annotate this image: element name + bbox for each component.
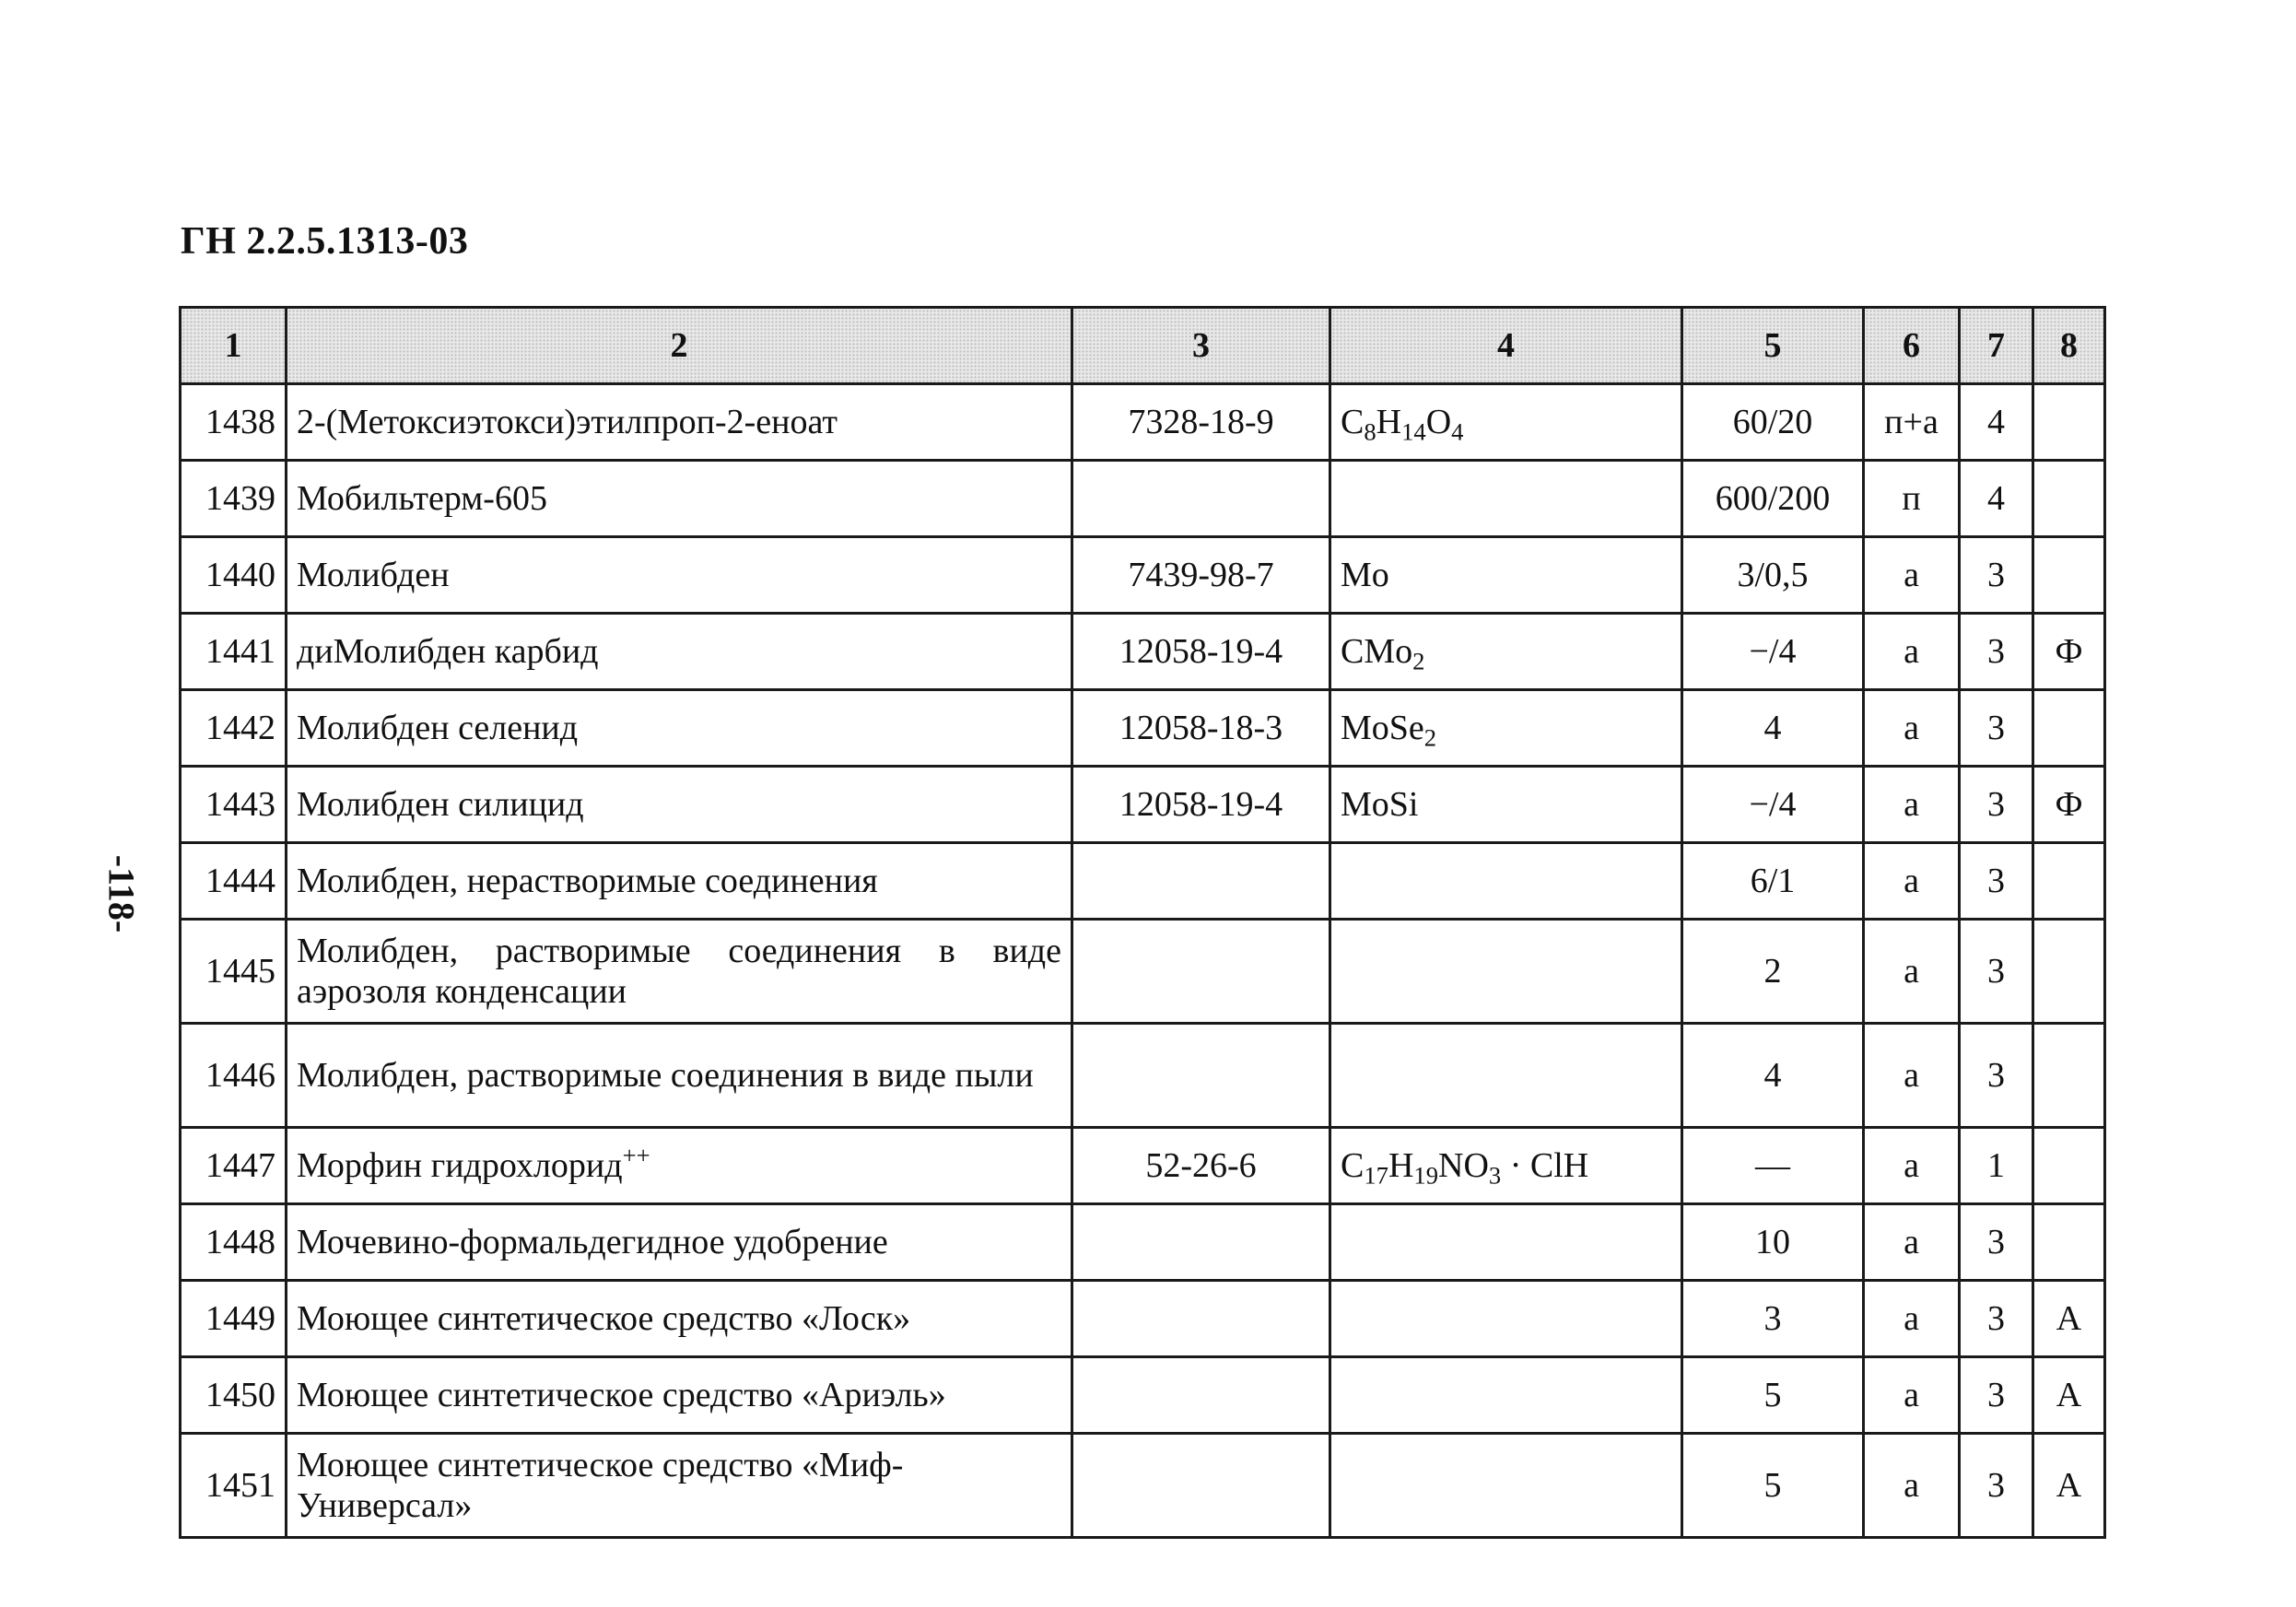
formula-cell (1330, 1204, 1682, 1281)
limit-value-cell: 3 (1682, 1281, 1864, 1357)
substance-name-cell: Молибден, растворимые соединения в виде пыли (287, 1024, 1072, 1128)
aggregate-state-cell: а (1864, 690, 1960, 767)
substance-name-cell: Молибден силицид (287, 767, 1072, 843)
row-number-cell: 1441 (181, 614, 287, 690)
note-cell: Ф (2033, 614, 2105, 690)
hazard-class-cell: 3 (1960, 1357, 2033, 1434)
substances-table (179, 306, 2106, 1539)
limit-value-cell: 5 (1682, 1434, 1864, 1538)
cas-number-cell (1072, 1357, 1330, 1434)
cas-number-cell (1072, 843, 1330, 920)
formula-cell (1330, 461, 1682, 537)
cas-number-cell (1072, 920, 1330, 1024)
aggregate-state-cell: а (1864, 1024, 1960, 1128)
table-row (181, 461, 2105, 537)
cas-number-cell: 12058-19-4 (1072, 767, 1330, 843)
hazard-class-cell: 4 (1960, 384, 2033, 461)
cas-number-cell (1072, 1434, 1330, 1538)
row-number-cell: 1444 (181, 843, 287, 920)
row-number-cell: 1449 (181, 1281, 287, 1357)
table-row (181, 614, 2105, 690)
substance-name-cell: Молибден, нерастворимые соединения (287, 843, 1072, 920)
row-number-cell: 1442 (181, 690, 287, 767)
table-row (181, 1128, 2105, 1204)
note-cell: А (2033, 1434, 2105, 1538)
row-number-cell: 1451 (181, 1434, 287, 1538)
page-number: -118- (100, 854, 143, 933)
limit-value-cell: 3/0,5 (1682, 537, 1864, 614)
aggregate-state-cell: а (1864, 920, 1960, 1024)
table-row (181, 537, 2105, 614)
limit-value-cell: −/4 (1682, 614, 1864, 690)
substance-name-cell: Моющее синтетическое средство «Миф-Универсал» (287, 1434, 1072, 1538)
aggregate-state-cell: п+а (1864, 384, 1960, 461)
aggregate-state-cell: а (1864, 1128, 1960, 1204)
note-cell: Ф (2033, 767, 2105, 843)
limit-value-cell: 4 (1682, 690, 1864, 767)
hazard-class-cell: 3 (1960, 843, 2033, 920)
table-row (181, 1281, 2105, 1357)
hazard-class-cell: 1 (1960, 1128, 2033, 1204)
note-cell (2033, 690, 2105, 767)
substance-name-cell: Морфин гидрохлорид++ (287, 1128, 1072, 1204)
formula-cell: MoSi (1330, 767, 1682, 843)
aggregate-state-cell: а (1864, 843, 1960, 920)
column-header: 2 (287, 308, 1072, 384)
row-number-cell: 1439 (181, 461, 287, 537)
table-row (181, 843, 2105, 920)
cas-number-cell (1072, 461, 1330, 537)
row-number-cell: 1450 (181, 1357, 287, 1434)
column-header: 5 (1682, 308, 1864, 384)
aggregate-state-cell: а (1864, 1204, 1960, 1281)
cas-number-cell (1072, 1204, 1330, 1281)
substance-name-cell: Мочевино-формальдегидное удобрение (287, 1204, 1072, 1281)
limit-value-cell: 2 (1682, 920, 1864, 1024)
table-row (181, 1434, 2105, 1538)
note-cell: А (2033, 1281, 2105, 1357)
note-cell (2033, 920, 2105, 1024)
note-cell (2033, 1024, 2105, 1128)
formula-cell (1330, 1281, 1682, 1357)
row-number-cell: 1440 (181, 537, 287, 614)
hazard-class-cell: 3 (1960, 690, 2033, 767)
limit-value-cell: 5 (1682, 1357, 1864, 1434)
column-header: 8 (2033, 308, 2105, 384)
cas-number-cell: 12058-18-3 (1072, 690, 1330, 767)
table-row (181, 1024, 2105, 1128)
formula-cell (1330, 920, 1682, 1024)
cas-number-cell: 7328-18-9 (1072, 384, 1330, 461)
aggregate-state-cell: а (1864, 1434, 1960, 1538)
hazard-class-cell: 3 (1960, 537, 2033, 614)
column-header: 3 (1072, 308, 1330, 384)
aggregate-state-cell: п (1864, 461, 1960, 537)
substance-name-cell: диМолибден карбид (287, 614, 1072, 690)
substance-name-cell: 2-(Метоксиэтокси)этилпроп-2-еноат (287, 384, 1072, 461)
row-number-cell: 1446 (181, 1024, 287, 1128)
limit-value-cell: 60/20 (1682, 384, 1864, 461)
substance-name-cell: Молибден (287, 537, 1072, 614)
limit-value-cell: 600/200 (1682, 461, 1864, 537)
substance-name-cell: Молибден селенид (287, 690, 1072, 767)
table-row (181, 690, 2105, 767)
row-number-cell: 1447 (181, 1128, 287, 1204)
document-header: ГН 2.2.5.1313-03 (181, 220, 469, 263)
aggregate-state-cell: а (1864, 1357, 1960, 1434)
substance-name-cell: Мобильтерм-605 (287, 461, 1072, 537)
substance-name-cell: Молибден, растворимые соединения в виде аэрозоля конденсации (287, 920, 1072, 1024)
row-number-cell: 1443 (181, 767, 287, 843)
note-cell: А (2033, 1357, 2105, 1434)
aggregate-state-cell: а (1864, 614, 1960, 690)
cas-number-cell (1072, 1024, 1330, 1128)
limit-value-cell: — (1682, 1128, 1864, 1204)
formula-cell (1330, 843, 1682, 920)
limit-value-cell: −/4 (1682, 767, 1864, 843)
note-cell (2033, 843, 2105, 920)
formula-cell: $C_8H_{14}O_4$ (1330, 384, 1682, 461)
column-header: 1 (181, 308, 287, 384)
note-cell (2033, 461, 2105, 537)
formula-cell (1330, 1434, 1682, 1538)
hazard-class-cell: 3 (1960, 1281, 2033, 1357)
cas-number-cell: 12058-19-4 (1072, 614, 1330, 690)
note-cell (2033, 537, 2105, 614)
limit-value-cell: 6/1 (1682, 843, 1864, 920)
column-header: 6 (1864, 308, 1960, 384)
hazard-class-cell: 4 (1960, 461, 2033, 537)
table-row (181, 920, 2105, 1024)
cas-number-cell: 7439-98-7 (1072, 537, 1330, 614)
table-body (181, 384, 2105, 1538)
hazard-class-cell: 3 (1960, 1434, 2033, 1538)
formula-cell (1330, 1357, 1682, 1434)
row-number-cell: 1448 (181, 1204, 287, 1281)
column-header: 4 (1330, 308, 1682, 384)
table-row (181, 1357, 2105, 1434)
note-cell (2033, 1204, 2105, 1281)
substance-name-cell: Моющее синтетическое средство «Ариэль» (287, 1357, 1072, 1434)
column-header: 7 (1960, 308, 2033, 384)
table-row (181, 767, 2105, 843)
table-row (181, 384, 2105, 461)
table-row (181, 1204, 2105, 1281)
formula-cell: CMo$_2$ (1330, 614, 1682, 690)
table-header-row (181, 308, 2105, 384)
formula-cell (1330, 1024, 1682, 1128)
aggregate-state-cell: а (1864, 767, 1960, 843)
cas-number-cell: 52-26-6 (1072, 1128, 1330, 1204)
row-number-cell: 1445 (181, 920, 287, 1024)
formula-cell: $C_{17}H_{19}NO_3$ · ClH (1330, 1128, 1682, 1204)
hazard-class-cell: 3 (1960, 1024, 2033, 1128)
row-number-cell: 1438 (181, 384, 287, 461)
limit-value-cell: 10 (1682, 1204, 1864, 1281)
substance-name-cell: Моющее синтетическое средство «Лоск» (287, 1281, 1072, 1357)
aggregate-state-cell: а (1864, 1281, 1960, 1357)
hazard-class-cell: 3 (1960, 920, 2033, 1024)
formula-cell: MoSe$_2$ (1330, 690, 1682, 767)
hazard-class-cell: 3 (1960, 767, 2033, 843)
cas-number-cell (1072, 1281, 1330, 1357)
formula-cell: Mo (1330, 537, 1682, 614)
note-cell (2033, 1128, 2105, 1204)
note-cell (2033, 384, 2105, 461)
hazard-class-cell: 3 (1960, 614, 2033, 690)
hazard-class-cell: 3 (1960, 1204, 2033, 1281)
limit-value-cell: 4 (1682, 1024, 1864, 1128)
aggregate-state-cell: а (1864, 537, 1960, 614)
